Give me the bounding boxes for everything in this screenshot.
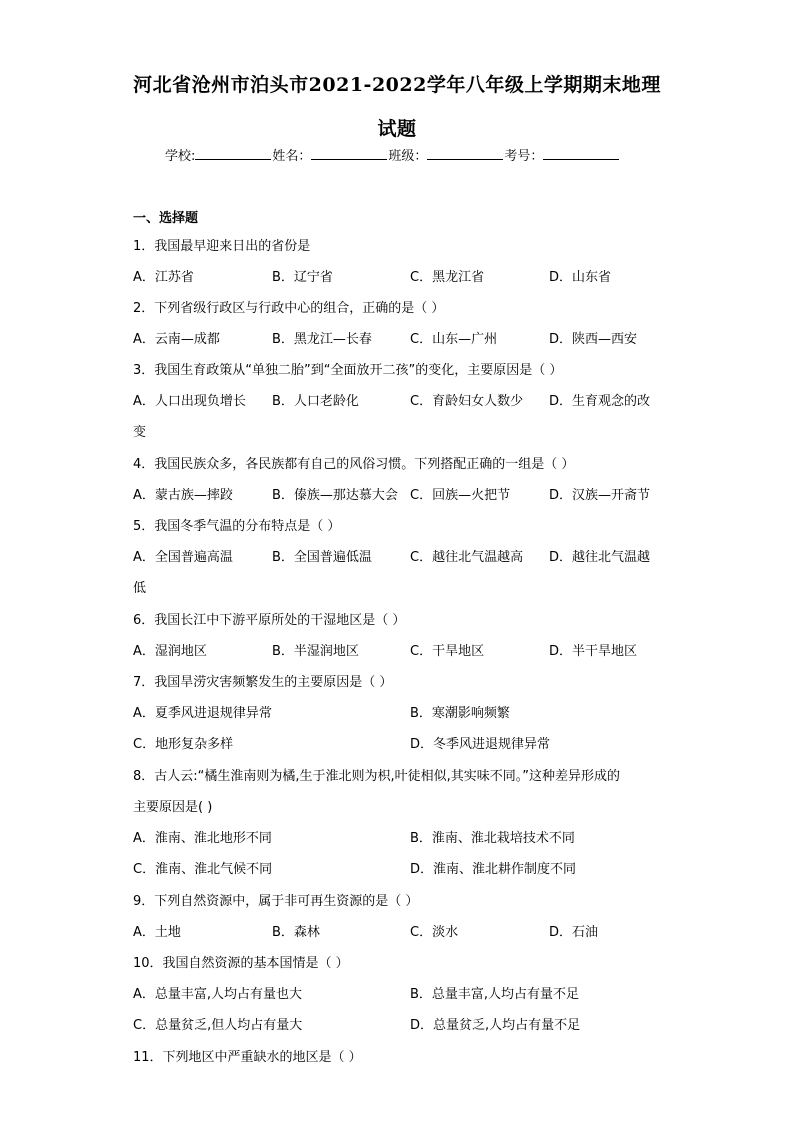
- question-stem: 10．我国自然资源的基本国情是（ ）: [133, 956, 349, 971]
- class-label: 班级：: [388, 149, 428, 164]
- option-a: A．夏季风进退规律异常: [133, 706, 272, 721]
- name-label: 姓名：: [272, 149, 312, 164]
- option-b: B．半湿润地区: [272, 644, 359, 659]
- option-a: A．全国普遍高温: [133, 550, 233, 565]
- option-d: D．山东省: [549, 270, 612, 285]
- school-label: 学校:: [165, 149, 196, 164]
- option-d: D．总量贫乏,人均占有量不足: [410, 1018, 581, 1033]
- question-stem: 9．下列自然资源中，属于非可再生资源的是（ ）: [133, 894, 419, 909]
- option-d: D．冬季风进退规律异常: [410, 737, 551, 752]
- option-c: C．越往北气温越高: [410, 550, 524, 565]
- question-stem: 11．下列地区中严重缺水的地区是（ ）: [133, 1050, 362, 1065]
- option-b: B．人口老龄化: [272, 394, 359, 409]
- exam-title-line1: 河北省沧州市泊头市2021-2022学年八年级上学期期末地理: [133, 74, 661, 96]
- option-b: B．辽宁省: [272, 270, 333, 285]
- option-c: C．回族—火把节: [410, 488, 511, 503]
- option-d: D．淮南、淮北耕作制度不同: [410, 862, 577, 877]
- option-a: A．江苏省: [133, 270, 194, 285]
- question-stem: 6．我国长江中下游平原所处的干湿地区是（ ）: [133, 613, 406, 628]
- option-c: C．地形复杂多样: [133, 737, 234, 752]
- option-d: D．石油: [549, 925, 599, 940]
- option-a: A．淮南、淮北地形不同: [133, 831, 272, 846]
- question-stem: 3．我国生育政策从“单独二胎”到“全面放开二孩”的变化，主要原因是（ ）: [133, 363, 563, 378]
- option-b: B．总量丰富,人均占有量不足: [410, 987, 580, 1002]
- question-stem: 4．我国民族众多，各民族都有自己的风俗习惯。下列搭配正确的一组是（ ）: [133, 457, 575, 472]
- option-d: D．陕西—西安: [549, 332, 638, 347]
- option-a: A．总量丰富,人均占有量也大: [133, 987, 303, 1002]
- option-b: B．全国普遍低温: [272, 550, 372, 565]
- name-blank: [311, 147, 387, 160]
- option-a: A．蒙古族—摔跤: [133, 488, 233, 503]
- question-stem: 5．我国冬季气温的分布特点是（ ）: [133, 519, 341, 534]
- school-blank: [195, 147, 271, 160]
- exam-number-blank: [543, 147, 619, 160]
- option-a: A．湿润地区: [133, 644, 207, 659]
- question-stem: 8．古人云:“橘生淮南则为橘,生于淮北则为枳,叶徒相似,其实味不同。”这种差异形成的: [133, 769, 621, 784]
- option-b: B．寒潮影响频繁: [410, 706, 510, 721]
- option-d: D．生育观念的改: [549, 394, 651, 409]
- option-c: C．干旱地区: [410, 644, 485, 659]
- option-b: B．淮南、淮北栽培技术不同: [410, 831, 575, 846]
- option-d: D．半干旱地区: [549, 644, 638, 659]
- question-stem: 2．下列省级行政区与行政中心的组合，正确的是（ ）: [133, 301, 445, 316]
- option-d: D．越往北气温越: [549, 550, 651, 565]
- question-stem-continued: 主要原因是( ): [133, 800, 213, 815]
- question-stem: 1．我国最早迎来日出的省份是: [133, 239, 311, 254]
- option-wrap: 低: [133, 581, 147, 596]
- option-a: A．人口出现负增长: [133, 394, 246, 409]
- option-c: C．山东—广州: [410, 332, 498, 347]
- option-d: D．汉族—开斋节: [549, 488, 651, 503]
- option-c: C．总量贫乏,但人均占有量大: [133, 1018, 303, 1033]
- option-b: B．傣族—那达慕大会: [272, 488, 398, 503]
- option-a: A．云南—成都: [133, 332, 220, 347]
- option-c: C．黑龙江省: [410, 270, 485, 285]
- option-c: C．淮南、淮北气候不同: [133, 862, 273, 877]
- exam-number-label: 考号：: [504, 149, 544, 164]
- student-info-line: [165, 145, 620, 164]
- question-stem: 7．我国旱涝灾害频繁发生的主要原因是（ ）: [133, 675, 393, 690]
- option-b: B．森林: [272, 925, 320, 940]
- option-wrap: 变: [133, 425, 147, 440]
- option-c: C．淡水: [410, 925, 459, 940]
- option-a: A．土地: [133, 925, 181, 940]
- class-blank: [427, 147, 503, 160]
- option-c: C．育龄妇女人数少: [410, 394, 524, 409]
- exam-title-line2: 试题: [377, 118, 417, 140]
- section-title: 一、选择题: [133, 211, 199, 226]
- option-b: B．黑龙江—长春: [272, 332, 372, 347]
